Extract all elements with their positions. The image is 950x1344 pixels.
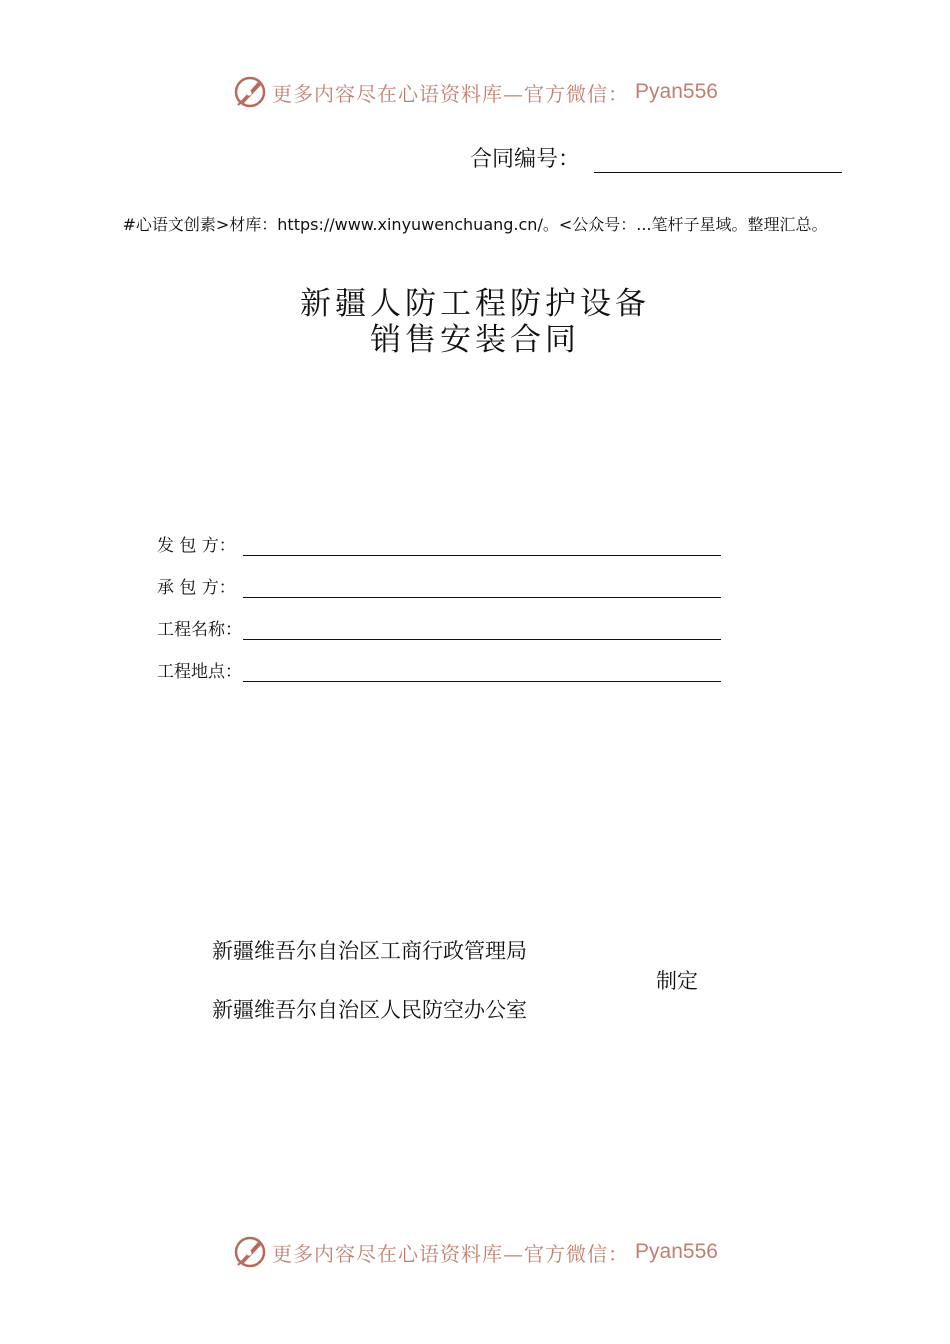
issuer-civil-defense-office: 新疆维吾尔自治区人民防空办公室 — [212, 998, 527, 1022]
field-blank — [243, 617, 721, 640]
top-watermark-banner — [0, 72, 950, 112]
field-row-project-location — [157, 640, 721, 682]
field-label: 发 包 方： — [157, 536, 236, 556]
issued-by-label: 制定 — [656, 969, 698, 993]
field-blank — [243, 659, 721, 682]
title-line-1: 新疆人防工程防护设备 — [300, 286, 650, 322]
field-blank — [243, 533, 721, 556]
contract-number-blank — [594, 144, 842, 173]
quill-pen-logo-icon — [232, 74, 268, 110]
field-label: 工程地点： — [157, 662, 242, 682]
source-note: #心语文创素>材库：https://www.xinyuwenchuang.cn/。<公众号：...笔杆子星域。整理汇总。 — [122, 215, 828, 234]
field-blank — [243, 575, 721, 598]
field-row-project-name — [157, 598, 721, 640]
wechat-id: Pyan556 — [635, 1240, 718, 1263]
quill-pen-logo-icon — [232, 1234, 268, 1270]
title-line-2: 销售安装合同 — [370, 322, 580, 358]
watermark-text: 更多内容尽在心语资料库—官方微信： — [272, 1241, 630, 1266]
field-label: 工程名称： — [157, 620, 242, 640]
field-row-employer — [157, 514, 721, 556]
field-row-contractor — [157, 556, 721, 598]
watermark-text: 更多内容尽在心语资料库—官方微信： — [272, 81, 630, 106]
document-title — [0, 286, 950, 358]
contract-number-field — [470, 142, 842, 173]
issuer-commerce-bureau: 新疆维吾尔自治区工商行政管理局 — [212, 939, 527, 963]
field-label: 承 包 方： — [157, 578, 236, 598]
contract-number-label: 合同编号： — [470, 147, 581, 172]
issuing-authorities — [212, 936, 527, 1025]
wechat-id: Pyan556 — [635, 80, 718, 103]
party-fields — [157, 514, 721, 682]
bottom-watermark-banner — [0, 1232, 950, 1272]
